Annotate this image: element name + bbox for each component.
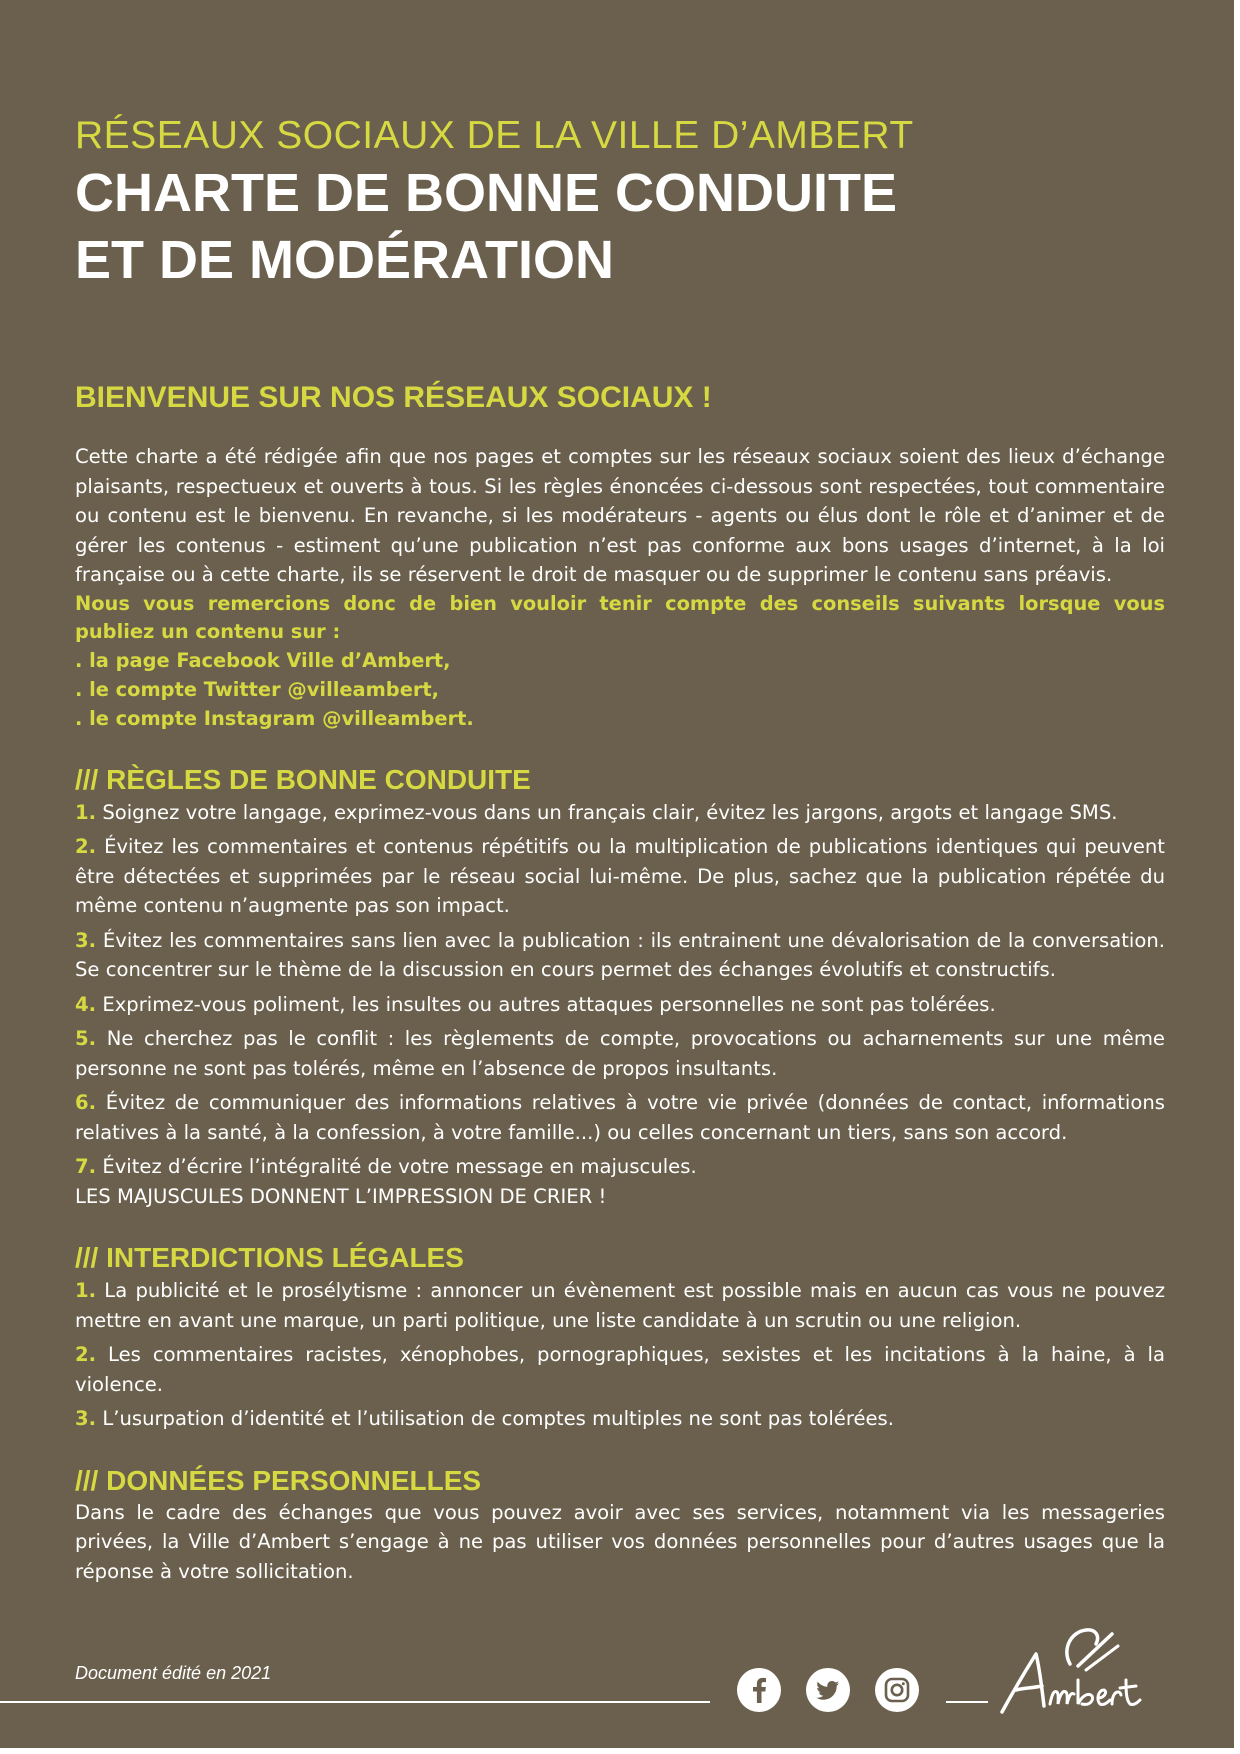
legal-section	[75, 1241, 1165, 1434]
rule-text: Évitez les commentaires et contenus répétitifs ou la multiplication de publications identiques qui peuvent être détectées et supprimées par le réseau social lui-même. De plus, sachez que la publication répétée du même contenu n’augmente pas son impact.	[75, 835, 1165, 917]
rule-number: 4.	[75, 992, 97, 1016]
legal-item	[75, 1340, 1165, 1399]
instagram-icon[interactable]	[875, 1668, 919, 1712]
rule-text: Exprimez-vous poliment, les insultes ou autres attaques personnelles ne sont pas tolérées.	[102, 992, 996, 1016]
title-line-2: ET DE MODÉRATION	[75, 230, 614, 290]
rule-number: 3.	[75, 928, 97, 952]
channel-twitter: . le compte Twitter @villeambert,	[75, 677, 440, 701]
intro-text: Cette charte a été rédigée afin que nos pages et comptes sur les réseaux sociaux soient des lieux d’échange plaisants, respectueux et ouverts à tous. Si les règles énoncées ci-dessous sont respectées, tout commentaire ou contenu est le bienvenu. En revanche, si les modérateurs - agents ou élus dont le rôle et d’animer et de gérer les contenus - estiment qu’une publication n’est pas conforme aux bons usages d’internet, à la loi française ou à cette charte, ils se réservent le droit de masquer ou de supprimer le contenu sans préavis.	[75, 445, 1165, 586]
footer-note: Document édité en 2021	[75, 1663, 272, 1683]
channel-list	[75, 646, 1165, 733]
facebook-icon[interactable]	[737, 1668, 781, 1712]
rule-number: 1.	[75, 800, 97, 824]
rule-item	[75, 1024, 1165, 1083]
channel-facebook: . la page Facebook Ville d’Ambert,	[75, 648, 451, 672]
ambert-logo-mark	[1000, 1620, 1160, 1720]
footer-dash	[946, 1701, 988, 1703]
privacy-heading: /// DONNÉES PERSONNELLES	[75, 1464, 482, 1496]
intro-section	[75, 442, 1165, 733]
legal-text: Les commentaires racistes, xénophobes, pornographiques, sexistes et les incitations à la haine, à la violence.	[75, 1343, 1165, 1396]
rule-text: Évitez les commentaires sans lien avec la publication : ils entrainent une dévalorisation de la conversation. Se concentrer sur le thème de la discussion en cours permet des échanges évolutifs et constructifs.	[75, 928, 1165, 981]
legal-number: 3.	[75, 1407, 97, 1430]
legal-number: 1.	[75, 1279, 97, 1302]
rule-text: Ne cherchez pas le conflit : les règlements de compte, provocations ou acharnements sur une même personne ne sont pas tolérés, même en l’absence de propos insultants.	[75, 1027, 1165, 1080]
header-kicker: RÉSEAUX SOCIAUX DE LA VILLE D’AMBERT	[75, 114, 914, 157]
rule-text: Soignez votre langage, exprimez-vous dans un français clair, évitez les jargons, argots et langage SMS.	[102, 800, 1118, 824]
legal-text: La publicité et le prosélytisme : annoncer un évènement est possible mais en aucun cas vous ne pouvez mettre en avant une marque, un parti politique, une liste candidate à un scrutin ou une religion.	[75, 1279, 1165, 1332]
privacy-section	[75, 1464, 1165, 1587]
rule-item	[75, 832, 1165, 921]
title-line-1: CHARTE DE BONNE CONDUITE	[75, 163, 898, 223]
footer-divider	[0, 1701, 710, 1703]
rules-section	[75, 763, 1165, 1212]
twitter-icon[interactable]	[806, 1668, 850, 1712]
welcome-heading: BIENVENUE SUR NOS RÉSEAUX SOCIAUX !	[75, 381, 712, 414]
rule-text: Évitez d’écrire l’intégralité de votre message en majuscules.	[102, 1155, 697, 1178]
rule-item	[75, 990, 1165, 1020]
page-title	[75, 160, 1165, 294]
rules-heading: /// RÈGLES DE BONNE CONDUITE	[75, 763, 531, 795]
channel-instagram: . le compte Instagram @villeambert.	[75, 706, 474, 730]
rule-extra: LES MAJUSCULES DONNENT L’IMPRESSION DE CRIER !	[75, 1184, 607, 1208]
legal-heading: /// INTERDICTIONS LÉGALES	[75, 1242, 464, 1273]
rule-number: 2.	[75, 835, 97, 858]
legal-item	[75, 1276, 1165, 1335]
rules-list	[75, 798, 1165, 1212]
rule-number: 5.	[75, 1027, 97, 1050]
intro-highlight: Nous vous remercions donc de bien vouloir tenir compte des conseils suivants lorsque vous publiez un contenu sur :	[75, 591, 1165, 643]
legal-text: L’usurpation d’identité et l’utilisation de comptes multiples ne sont pas tolérées.	[102, 1407, 894, 1430]
privacy-text: Dans le cadre des échanges que vous pouvez avoir avec ses services, notamment via les messageries privées, la Ville d’Ambert s’engage à ne pas utiliser vos données personnelles pour d’autres usages que la réponse à votre sollicitation.	[75, 1500, 1165, 1583]
rule-item	[75, 1088, 1165, 1147]
rule-number: 7.	[75, 1155, 97, 1178]
rule-text: Évitez de communiquer des informations relatives à votre vie privée (données de contact, informations relatives à la santé, à la confession, à votre famille...) ou celles concernant un tiers, sans son accord.	[75, 1091, 1165, 1144]
legal-list	[75, 1276, 1165, 1434]
content	[75, 112, 1165, 1586]
rule-item	[75, 926, 1165, 985]
rule-item	[75, 1152, 1165, 1211]
rule-number: 6.	[75, 1091, 97, 1114]
rule-item	[75, 798, 1165, 828]
ambert-logo	[1000, 1620, 1160, 1720]
legal-item	[75, 1404, 1165, 1434]
legal-number: 2.	[75, 1343, 97, 1366]
